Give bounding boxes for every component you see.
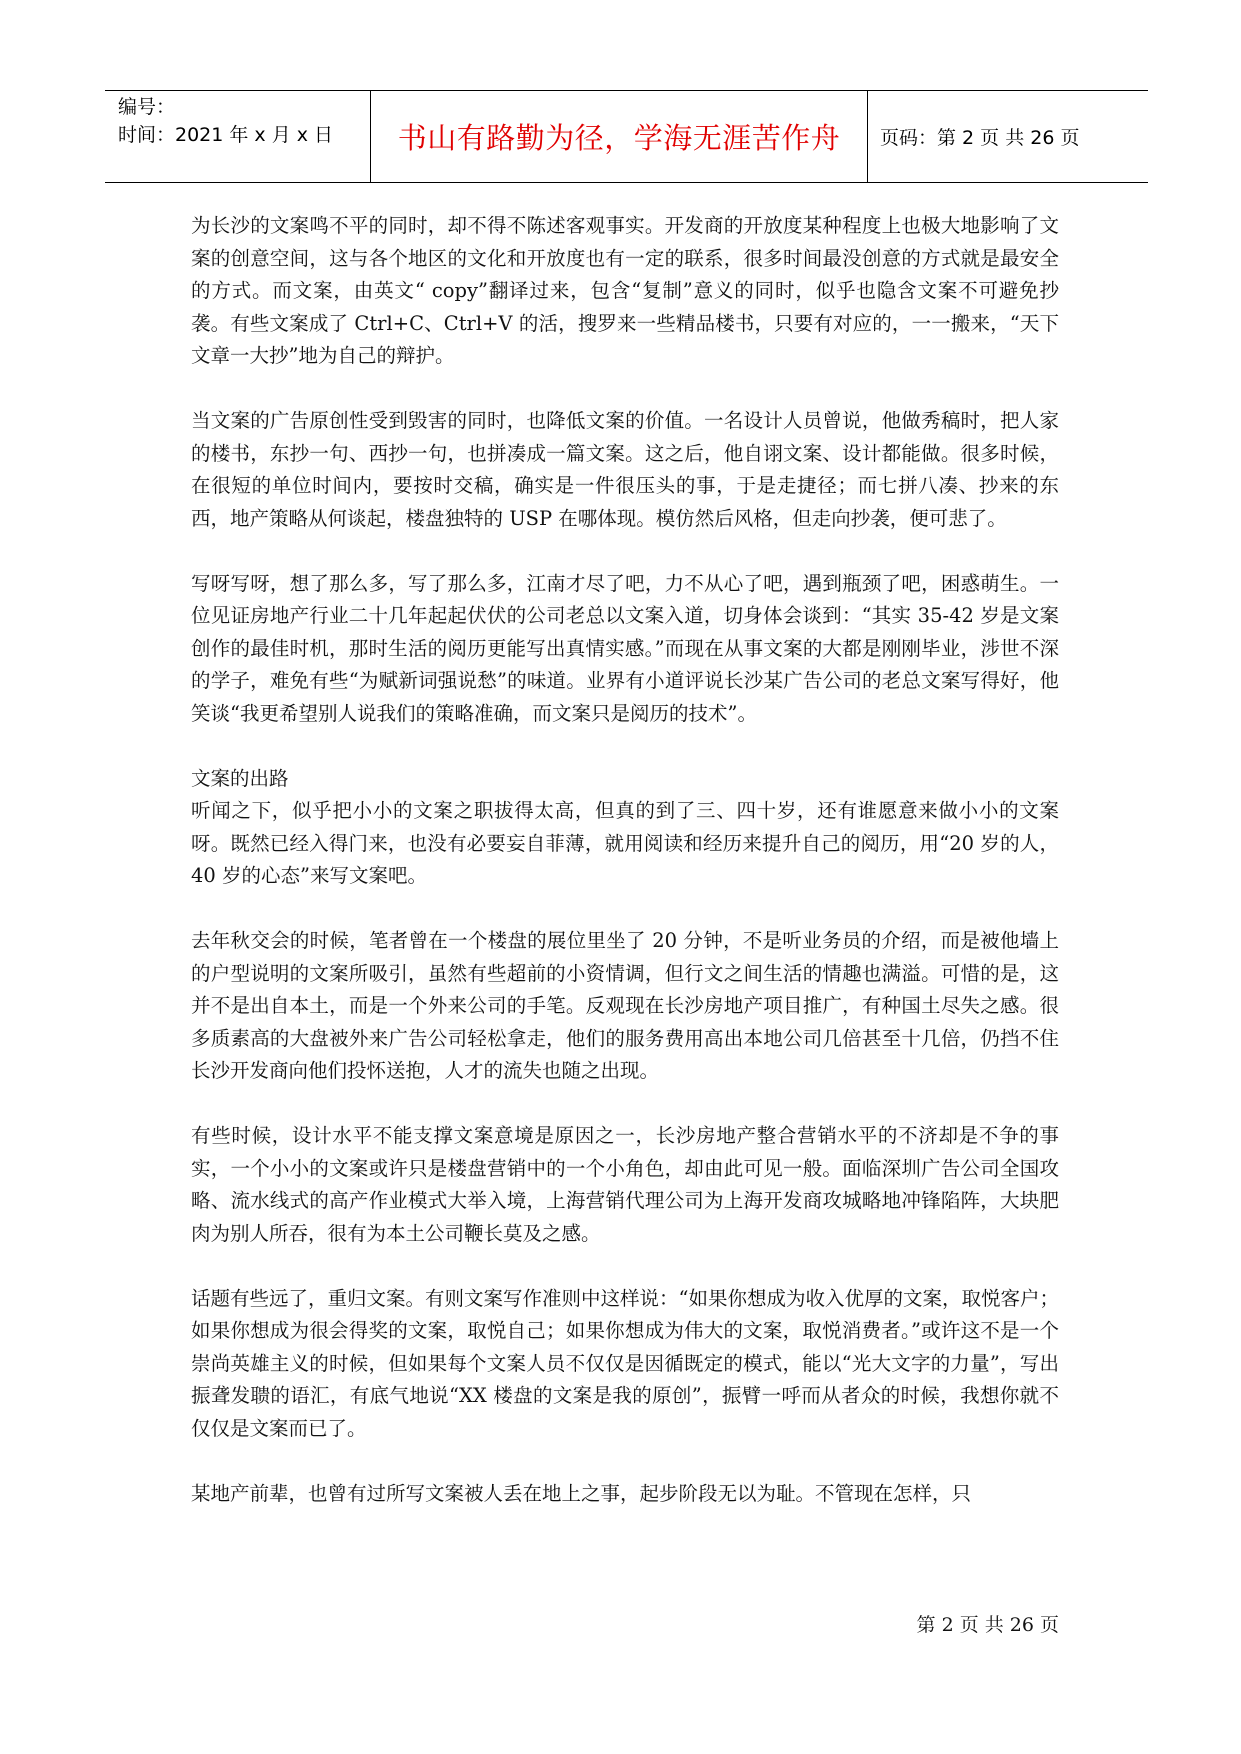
header-meta-cell — [105, 91, 371, 182]
paragraph: 某地产前辈，也曾有过所写文案被人丢在地上之事，起步阶段无以为耻。不管现在怎样，只 — [191, 1481, 972, 1505]
header-page-label: 页码：第 2 页 共 26 页 — [880, 127, 1080, 149]
paragraph: 话题有些远了，重归文案。有则文案写作准则中这样说：“如果你想成为收入优厚的文案，取悦客户；如果你想成为很会得奖的文案，取悦自己；如果你想成为伟大的文案，取悦消费者。”或许这不是一个崇尚英雄主义的时候，但如果每个文案人员不仅仅是因循既定的模式，能以“光大文字的力量”，写出振聋发聩的语汇，有底气地说“XX 楼盘的文案是我的原创”，振臂一呼而从者众的时候，我想你就不仅仅是文案而已了。 — [191, 1286, 1059, 1440]
document-time-label: 时间：2021 年 x 月 x 日 — [118, 124, 334, 146]
header-motto: 书山有路勤为径，学海无涯苦作舟 — [371, 91, 868, 182]
paragraph: 当文案的广告原创性受到毁害的同时，也降低文案的价值。一名设计人员曾说，他做秀稿时，把人家的楼书，东抄一句、西抄一句，也拼凑成一篇文案。这之后，他自诩文案、设计都能做。很多时候，在很短的单位时间内，要按时交稿，确实是一件很压头的事，于是走捷径；而七拼八凑、抄来的东西，地产策略从何谈起，楼盘独特的 USP 在哪体现。模仿然后风格，但走向抄袭，便可悲了。 — [191, 409, 1059, 530]
page-header — [105, 90, 1148, 183]
document-number-label: 编号： — [118, 96, 176, 118]
paragraph: 写呀写呀，想了那么多，写了那么多，江南才尽了吧，力不从心了吧，遇到瓶颈了吧，困惑萌生。一位见证房地产行业二十几年起起伏伏的公司老总以文案入道，切身体会谈到：“其实 35-42 岁是文案创作的最佳时机，那时生活的阅历更能写出真情实感。”而现在从事文案的大都是刚刚毕业，涉世不深的学子，难免有些“为赋新词强说愁”的味道。业界有小道评说长沙某广告公司的老总文案写得好，他笑谈“我更希望别人说我们的策略准确，而文案只是阅历的技术”。 — [191, 571, 1059, 725]
paragraph: 为长沙的文案鸣不平的同时，却不得不陈述客观事实。开发商的开放度某种程度上也极大地影响了文案的创意空间，这与各个地区的文化和开放度也有一定的联系，很多时间最没创意的方式就是最安全的方式。而文案，由英文“ copy”翻译过来，包含“复制”意义的同时，似乎也隐含文案不可避免抄袭。有些文案成了 Ctrl+C、Ctrl+V 的活，搜罗来一些精品楼书，只要有对应的，一一搬来，“天下文章一大抄”地为自己的辩护。 — [191, 214, 1059, 367]
paragraph: 有些时候，设计水平不能支撑文案意境是原因之一，长沙房地产整合营销水平的不济却是不争的事实，一个小小的文案或许只是楼盘营销中的一个小角色，却由此可见一般。面临深圳广告公司全国攻略、流水线式的高产作业模式大举入境，上海营销代理公司为上海开发商攻城略地冲锋陷阵，大块肥肉为别人所吞，很有为本土公司鞭长莫及之感。 — [191, 1124, 1059, 1245]
paragraph: 去年秋交会的时候，笔者曾在一个楼盘的展位里坐了 20 分钟，不是听业务员的介绍，而是被他墙上的户型说明的文案所吸引，虽然有些超前的小资情调，但行文之间生活的情趣也满溢。可惜的是，这并不是出自本土，而是一个外来公司的手笔。反观现在长沙房地产项目推广，有种国土尽失之感。很多质素高的大盘被外来广告公司轻松拿走，他们的服务费用高出本地公司几倍甚至十几倍，仍挡不住长沙开发商向他们投怀送抱，人才的流失也随之出现。 — [191, 929, 1059, 1082]
page-footer: 第 2 页 共 26 页 — [916, 1614, 1059, 1636]
section-heading: 文案的出路 — [191, 766, 289, 790]
body-text — [191, 210, 1059, 1543]
paragraph: 听闻之下，似乎把小小的文案之职拔得太高，但真的到了三、四十岁，还有谁愿意来做小小的文案呀。既然已经入得门来，也没有必要妄自菲薄，就用阅读和经历来提升自己的阅历，用“20 岁的人，40 岁的心态”来写文案吧。 — [191, 799, 1059, 887]
